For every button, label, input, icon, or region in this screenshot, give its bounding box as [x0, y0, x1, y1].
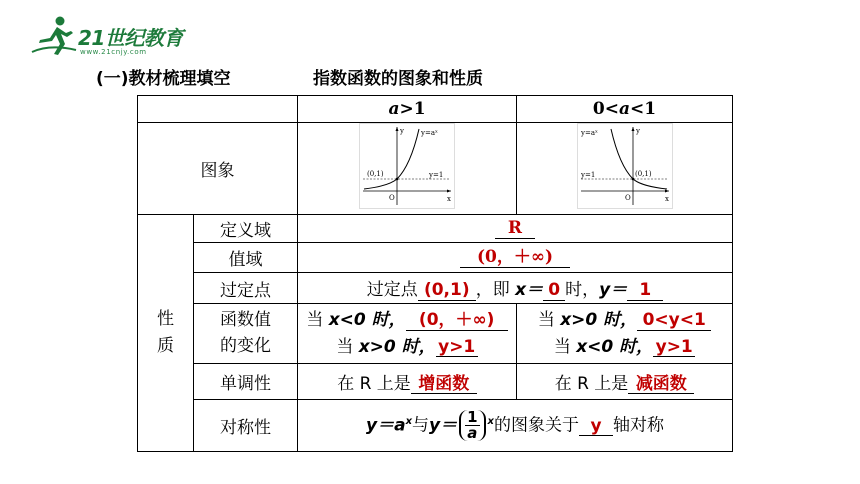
monotonicity-right-answer: 减函数 — [628, 376, 694, 395]
monotonicity-left-cell: 在 R 上是 增函数 — [298, 364, 517, 400]
range-answer-cell — [298, 243, 733, 273]
domain-answer-cell — [298, 215, 733, 243]
fixed-point-answer: (0,1) — [418, 282, 476, 301]
header-blank-cell — [138, 96, 298, 123]
value-change-left-cell: 当 x<0 时， (0，＋∞) 当 x>0 时， y>1 — [298, 304, 517, 364]
fixed-point-x-answer: 0 — [543, 282, 565, 301]
page-title: 指数函数的图象和性质 — [313, 69, 483, 89]
decreasing-exponential-graph — [577, 123, 673, 209]
monotonicity-right-cell: 在 R 上是 减函数 — [517, 364, 733, 400]
fixed-point-cell: 过定点 (0,1) ，即 x＝ 0 时，y＝ 1 — [298, 273, 733, 304]
value-change-right-answer-2: y>1 — [653, 339, 695, 358]
x-axis-label-left: x — [447, 195, 451, 203]
x-axis-label-right: x — [664, 195, 669, 203]
range-label: 值域 — [194, 243, 298, 273]
logo-url: www.21cnjy.com — [80, 48, 147, 56]
increasing-exponential-graph — [359, 123, 455, 209]
header-a-between-0-1: 0<a<1 — [517, 96, 733, 123]
graph-cell-decreasing — [517, 123, 733, 215]
value-change-label-2: 的变化 — [220, 335, 271, 356]
monotonicity-left-answer: 增函数 — [411, 376, 477, 395]
property-label: 性 质 — [157, 308, 174, 356]
value-change-right-answer-1: 0<y<1 — [637, 312, 711, 331]
point-label-right: (0,1) — [634, 170, 652, 178]
origin-label-right: O — [624, 194, 631, 202]
graph-row-label: 图象 — [138, 123, 298, 215]
range-answer: (0，＋∞) — [460, 249, 570, 268]
header-a-gt-1: a>1 — [298, 96, 517, 123]
curve-label-right: y=aˣ — [580, 129, 598, 137]
line-label-left: y=1 — [429, 171, 444, 179]
logo — [30, 14, 205, 64]
symmetry-cell: $y=a^x$与y＝ $\frac{1}{a}$ $^x$的图象关于 y 轴对称 — [298, 400, 733, 452]
graph-cell-increasing — [298, 123, 517, 215]
point-label-left: (0,1) — [367, 170, 384, 178]
symmetry-answer: y — [579, 418, 613, 437]
value-change-right-cell: 当 x>0 时， 0<y<1 当 x<0 时， y>1 — [517, 304, 733, 364]
curve-label-left: y=aˣ — [421, 129, 438, 137]
fixed-point-label: 过定点 — [194, 273, 298, 304]
y-axis-label-left: y — [400, 127, 404, 135]
section-heading: (一)教材梳理填空 — [96, 69, 231, 89]
symmetry-label: 对称性 — [194, 400, 298, 452]
runner-logo-icon — [30, 14, 80, 58]
value-change-label-cell — [194, 304, 298, 364]
property-label-cell — [138, 215, 194, 452]
value-change-label-1: 函数值 — [220, 310, 271, 330]
exponential-function-table — [137, 95, 733, 452]
y-axis-label-right: y — [635, 127, 640, 135]
symmetry-fraction: $\frac{1}{a}$ — [459, 410, 485, 441]
monotonicity-label: 单调性 — [194, 364, 298, 400]
line-label-right: y=1 — [580, 171, 595, 179]
logo-brand: 21世纪教育 — [78, 26, 183, 50]
value-change-left-answer-2: y>1 — [436, 339, 478, 358]
origin-label-left: O — [389, 194, 395, 202]
domain-answer: R — [495, 220, 535, 239]
fixed-point-y-answer: 1 — [627, 282, 663, 301]
domain-label: 定义域 — [194, 215, 298, 243]
value-change-left-answer-1: (0，＋∞) — [406, 312, 508, 331]
